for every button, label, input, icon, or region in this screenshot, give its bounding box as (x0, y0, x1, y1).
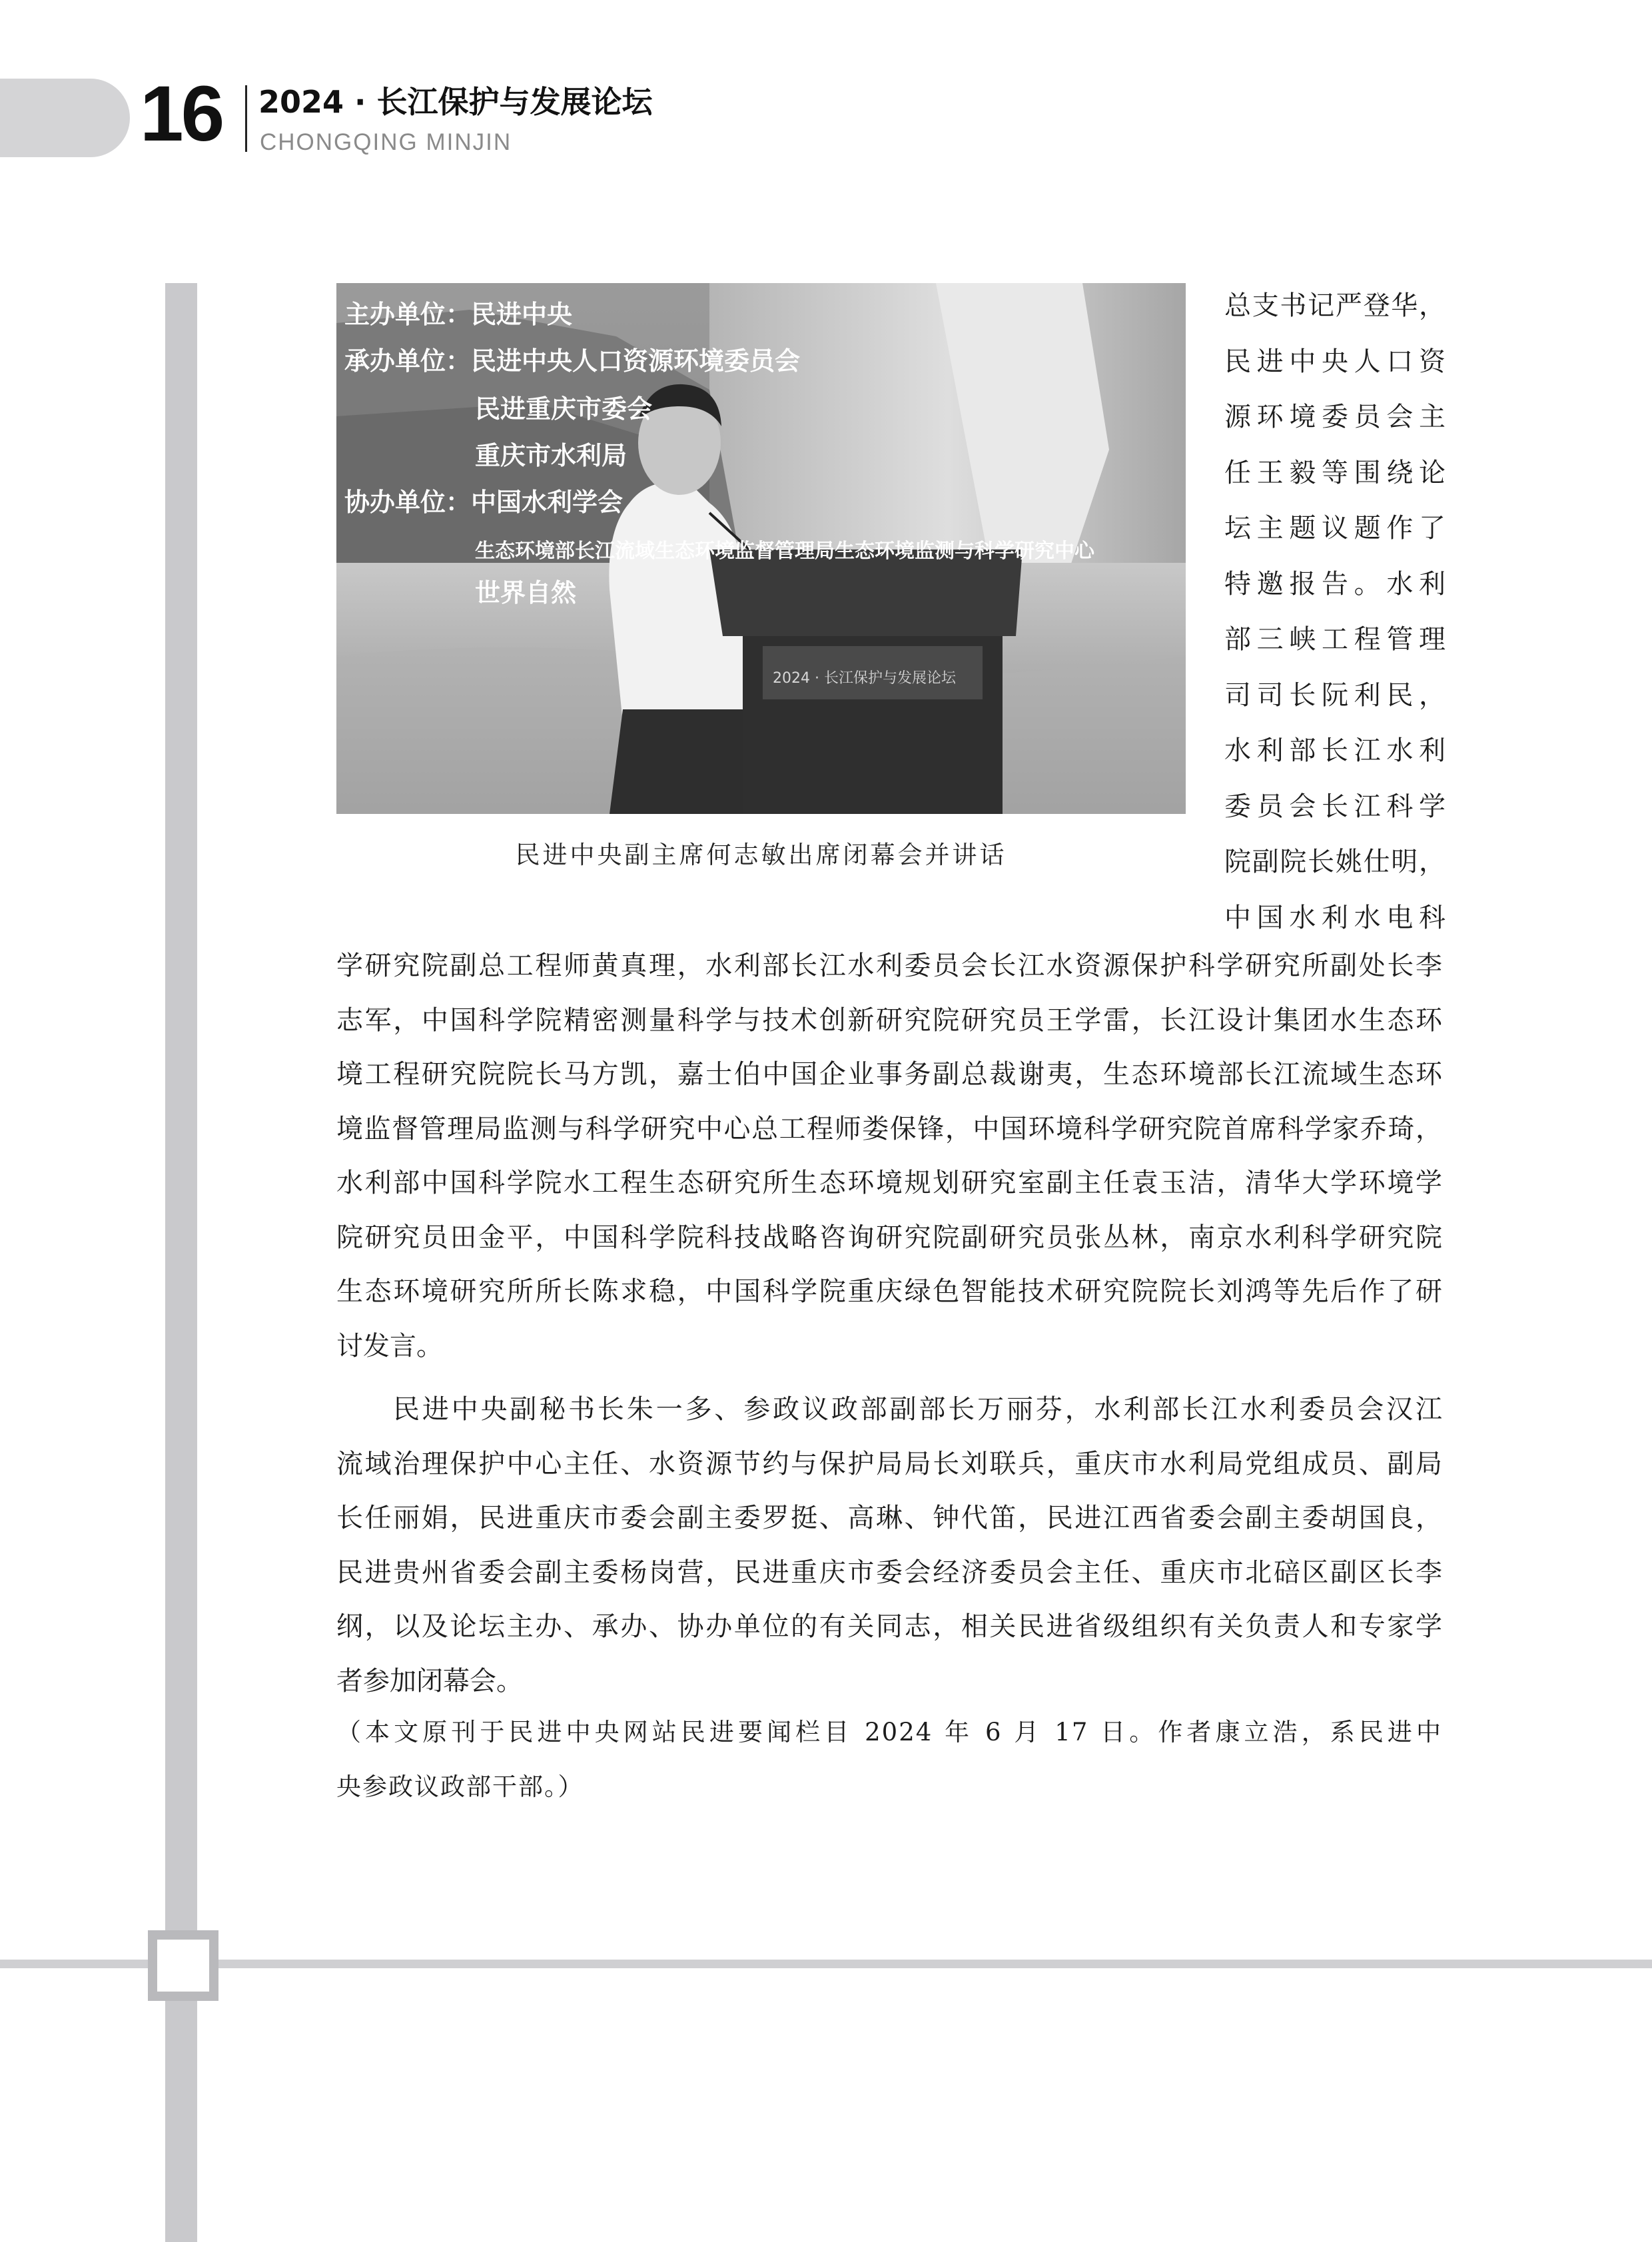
page-number: 16 (140, 70, 222, 158)
side-line: 院副院长姚仕明， (1224, 847, 1446, 877)
banner-line-1: 主办单位：民进中央 (344, 300, 573, 329)
note-line: 央参政议政部干部。） (336, 1772, 584, 1801)
paragraph-line: 流域治理保护中心主任、水资源节约与保护局局长刘联兵，重庆市水利局党组成员、副局 (336, 1448, 1442, 1479)
side-column-text (1224, 278, 1446, 946)
banner-line-4: 重庆市水利局 (475, 441, 627, 470)
paragraph-line: 境监督管理局监测与科学研究中心总工程师娄保锋，中国环境科学研究院首席科学家乔琦， (336, 1113, 1442, 1144)
paragraph-line: 讨发言。 (336, 1330, 443, 1361)
event-photo (336, 283, 1186, 814)
side-line: 部三峡工程管理 (1224, 624, 1446, 655)
side-line: 委员会长江科学 (1224, 791, 1446, 822)
banner-line-3: 民进重庆市委会 (475, 394, 653, 424)
header-divider (245, 85, 247, 152)
side-line: 总支书记严登华， (1224, 290, 1446, 321)
banner-line-2: 承办单位：民进中央人口资源环境委员会 (344, 346, 801, 376)
paragraph-line: 院研究员田金平，中国科学院科技战略咨询研究院副研究员张丛林，南京水利科学研究院 (336, 1222, 1442, 1253)
banner-line-5: 协办单位：中国水利学会 (344, 488, 623, 517)
header-tab (0, 79, 130, 157)
paragraph-line: 志军，中国科学院精密测量科学与技术创新研究院研究员王学雷，长江设计集团水生态环 (336, 1004, 1442, 1036)
side-line: 中国水利水电科 (1224, 902, 1446, 933)
paragraph-2 (336, 1383, 1442, 1708)
paragraph-line: 纲，以及论坛主办、承办、协办单位的有关同志，相关民进省级组织有关负责人和专家学 (336, 1611, 1442, 1642)
podium-text: 2024 · 长江保护与发展论坛 (773, 670, 956, 687)
paragraph-line: 民进中央副秘书长朱一多、参政议政部副部长万丽芬，水利部长江水利委员会汉江 (393, 1394, 1442, 1425)
side-line: 源环境委员会主 (1224, 402, 1446, 432)
banner-line-7: 世界自然 (475, 578, 577, 607)
banner-line-6: 生态环境部长江流域生态环境监督管理局生态环境监测与科学研究中心 (475, 540, 1094, 563)
source-note (336, 1705, 1442, 1814)
paragraph-line: 学研究院副总工程师黄真理，水利部长江水利委员会长江水资源保护科学研究所副处长李 (336, 950, 1442, 981)
side-line: 坛主题议题作了 (1224, 513, 1446, 544)
side-line: 水利部长江水利 (1224, 735, 1446, 766)
paragraph-line: 境工程研究院院长马方凯，嘉士伯中国企业事务副总裁谢夷，生态环境部长江流域生态环 (336, 1059, 1442, 1090)
paragraph-1 (336, 939, 1442, 1373)
square-marker (148, 1930, 218, 2001)
side-line: 民进中央人口资 (1224, 346, 1446, 377)
photo-caption: 民进中央副主席何志敏出席闭幕会并讲话 (515, 841, 1007, 869)
paragraph-line: 民进贵州省委会副主委杨岗营，民进重庆市委会经济委员会主任、重庆市北碚区副区长李 (336, 1557, 1442, 1588)
paragraph-line: 生态环境研究所所长陈求稳，中国科学院重庆绿色智能技术研究院院长刘鸿等先后作了研 (336, 1276, 1442, 1307)
note-line: （本文原刊于民进中央网站民进要闻栏目 2024 年 6 月 17 日。作者康立浩，系民进中 (336, 1718, 1442, 1746)
paragraph-line: 者参加闭幕会。 (336, 1665, 523, 1696)
paragraph-line: 长任丽娟，民进重庆市委会副主委罗挺、高琳、钟代笛，民进江西省委会副主委胡国良， (336, 1503, 1442, 1533)
header-title: 2024 · 长江保护与发展论坛 (258, 84, 653, 120)
header-subtitle: CHONGQING MINJIN (260, 129, 512, 155)
paragraph-line: 水利部中国科学院水工程生态研究所生态环境规划研究室副主任袁玉洁，清华大学环境学 (336, 1168, 1442, 1198)
side-line: 司司长阮利民， (1224, 679, 1446, 711)
side-line: 任王毅等围绕论 (1224, 457, 1446, 488)
bottom-decorative-line (0, 1960, 1652, 1968)
side-line: 特邀报告。水利 (1224, 568, 1446, 599)
